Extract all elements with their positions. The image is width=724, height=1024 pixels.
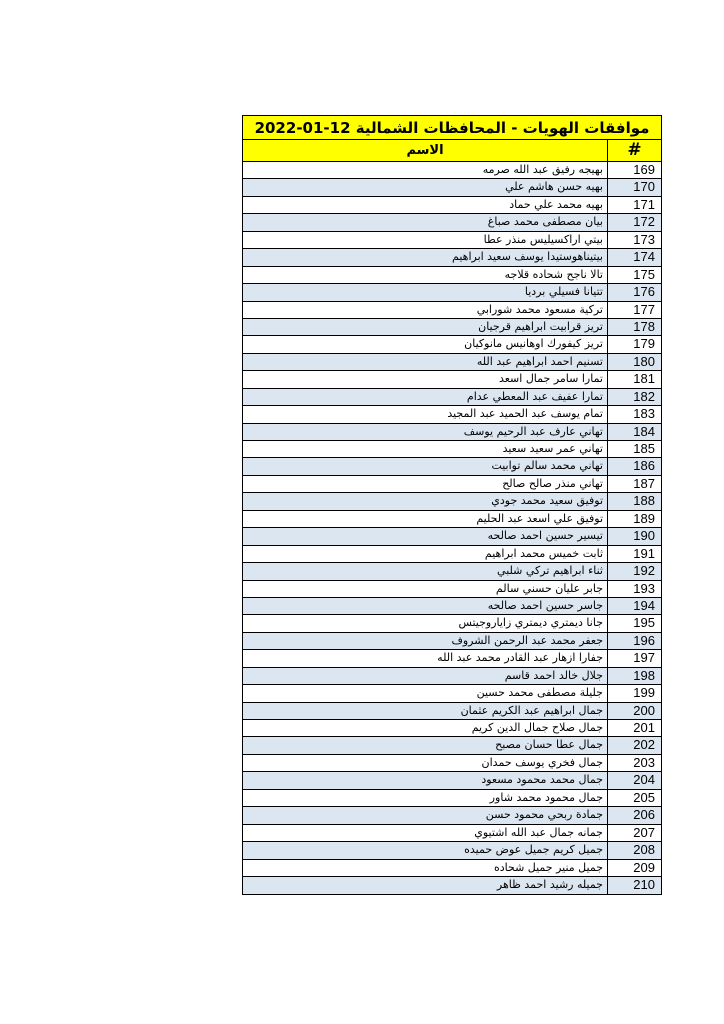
row-name-cell: تمام يوسف عبد الحميد عبد المجيد <box>243 406 608 422</box>
column-header-name: الاسم <box>243 140 608 161</box>
row-number-cell: 189 <box>633 510 655 526</box>
row-name-cell: جليلة مصطفى محمد حسين <box>243 685 608 701</box>
row-number-cell: 210 <box>633 876 655 892</box>
row-number-cell: 209 <box>633 859 655 875</box>
row-name-cell: تالا ناجح شحاده قلاجه <box>243 267 608 283</box>
table-row <box>243 703 661 720</box>
row-number-cell: 195 <box>633 615 655 631</box>
row-name-cell: توفيق علي اسعد عبد الحليم <box>243 511 608 527</box>
table-row <box>243 249 661 266</box>
row-number-cell: 208 <box>633 842 655 858</box>
table-row <box>243 232 661 249</box>
row-number-cell: 183 <box>633 406 655 422</box>
row-name-cell: تهاني منذر صالح صالح <box>243 476 608 492</box>
row-number-cell: 194 <box>633 597 655 613</box>
row-name-cell: جابر عليان حسني سالم <box>243 581 608 597</box>
row-name-cell: بهيه حسن هاشم علي <box>243 179 608 195</box>
row-number-cell: 177 <box>633 301 655 317</box>
table-row <box>243 354 661 371</box>
table-row <box>243 197 661 214</box>
row-name-cell: تيسير حسين احمد صالحه <box>243 528 608 544</box>
row-name-cell: جميله رشيد احمد ظاهر <box>243 877 608 894</box>
row-number-cell: 201 <box>633 720 655 735</box>
table-row <box>243 720 661 737</box>
row-name-cell: جلال خالد احمد قاسم <box>243 668 608 684</box>
spreadsheet-table <box>242 115 662 895</box>
row-number-cell: 193 <box>633 580 655 596</box>
sheet-title-row <box>243 116 661 140</box>
table-row <box>243 668 661 685</box>
table-row <box>243 563 661 580</box>
table-row <box>243 476 661 493</box>
row-number-cell: 202 <box>633 737 655 753</box>
row-number-cell: 186 <box>633 458 655 474</box>
table-row <box>243 511 661 528</box>
table-row <box>243 633 661 650</box>
row-name-cell: تمارا عفيف عبد المعطي عدام <box>243 389 608 405</box>
row-name-cell: تركية مسعود محمد شورابي <box>243 302 608 318</box>
table-row <box>243 371 661 388</box>
row-number-cell: 182 <box>633 388 655 404</box>
table-row <box>243 755 661 772</box>
row-name-cell: تهاني عمر سعيد سعيد <box>243 441 608 457</box>
row-name-cell: جمال محمد محمود مسعود <box>243 772 608 788</box>
sheet-title: موافقات الهويات - المحافظات الشمالية 12-01-2022 <box>254 118 650 137</box>
row-name-cell: تريز كيفورك اوهانيس مانوكيان <box>243 336 608 352</box>
row-name-cell: جانا ديمتري ديمتري زاياروجيتس <box>243 615 608 631</box>
table-row <box>243 615 661 632</box>
table-body <box>243 162 661 894</box>
row-number-cell: 181 <box>633 371 655 387</box>
table-row <box>243 877 661 894</box>
row-name-cell: تريز قرابيت ابراهيم قرجيان <box>243 319 608 335</box>
row-name-cell: تهاني عارف عبد الرحيم يوسف <box>243 424 608 440</box>
table-row <box>243 493 661 510</box>
row-name-cell: جميل منير جميل شحاده <box>243 860 608 876</box>
row-number-cell: 196 <box>633 632 655 648</box>
row-number-cell: 184 <box>633 423 655 439</box>
row-number-cell: 178 <box>633 318 655 334</box>
column-header-number: # <box>627 140 642 160</box>
row-number-cell: 175 <box>633 266 655 282</box>
row-number-cell: 171 <box>633 196 655 212</box>
row-name-cell: تسنيم احمد ابراهيم عبد الله <box>243 354 608 370</box>
row-number-cell: 200 <box>633 702 655 718</box>
row-number-cell: 176 <box>633 284 655 300</box>
row-name-cell: بيان مصطفى محمد صباغ <box>243 214 608 230</box>
row-number-cell: 172 <box>633 214 655 230</box>
row-name-cell: بيتي اراكسيليس منذر عطا <box>243 232 608 248</box>
row-name-cell: جعفر محمد عبد الرحمن الشروف <box>243 633 608 649</box>
row-name-cell: بيتيناهوستيدا يوسف سعيد ابراهيم <box>243 249 608 265</box>
row-name-cell: جمال محمود محمد شاور <box>243 790 608 806</box>
row-number-cell: 191 <box>633 545 655 561</box>
table-row <box>243 825 661 842</box>
column-header-row <box>243 140 661 162</box>
table-row <box>243 389 661 406</box>
table-row <box>243 162 661 179</box>
row-number-cell: 173 <box>633 231 655 247</box>
table-row <box>243 842 661 859</box>
row-name-cell: جاسر حسين احمد صالحه <box>243 598 608 614</box>
row-number-cell: 204 <box>633 772 655 788</box>
row-number-cell: 170 <box>633 179 655 195</box>
row-name-cell: جمال عطا حسان مصبح <box>243 737 608 753</box>
table-row <box>243 336 661 353</box>
row-number-cell: 180 <box>633 353 655 369</box>
table-row <box>243 528 661 545</box>
table-row <box>243 179 661 196</box>
row-number-cell: 203 <box>633 754 655 770</box>
table-row <box>243 284 661 301</box>
row-name-cell: جمال صلاح جمال الدين كريم <box>243 720 608 736</box>
table-row <box>243 772 661 789</box>
table-row <box>243 267 661 284</box>
row-name-cell: ثابت خميس محمد ابراهيم <box>243 546 608 562</box>
table-row <box>243 546 661 563</box>
table-row <box>243 860 661 877</box>
row-number-cell: 198 <box>633 667 655 683</box>
row-number-cell: 174 <box>633 249 655 265</box>
row-name-cell: بهيجه رفيق عبد الله صرمه <box>243 162 608 178</box>
table-row <box>243 458 661 475</box>
row-number-cell: 205 <box>633 789 655 805</box>
row-name-cell: ثناء ابراهيم تركي شلبي <box>243 563 608 579</box>
table-row <box>243 685 661 702</box>
row-name-cell: تمارا سامر جمال اسعد <box>243 371 608 387</box>
row-name-cell: جمانه جمال عبد الله اشتيوي <box>243 825 608 841</box>
row-number-cell: 197 <box>633 650 655 666</box>
table-row <box>243 807 661 824</box>
row-number-cell: 185 <box>633 441 655 456</box>
row-number-cell: 206 <box>633 807 655 823</box>
row-number-cell: 169 <box>633 162 655 177</box>
row-name-cell: جمادة ربحي محمود حسن <box>243 807 608 823</box>
table-row <box>243 737 661 754</box>
table-row <box>243 214 661 231</box>
row-number-cell: 192 <box>633 563 655 579</box>
table-row <box>243 598 661 615</box>
table-row <box>243 581 661 598</box>
table-row <box>243 650 661 667</box>
row-name-cell: توفيق سعيد محمد جودي <box>243 493 608 509</box>
table-row <box>243 319 661 336</box>
row-name-cell: جميل كريم جميل عوض حميده <box>243 842 608 858</box>
row-number-cell: 199 <box>633 685 655 701</box>
row-name-cell: بهيه محمد علي حماد <box>243 197 608 213</box>
row-number-cell: 207 <box>633 824 655 840</box>
row-number-cell: 190 <box>633 528 655 544</box>
table-row <box>243 302 661 319</box>
table-row <box>243 790 661 807</box>
row-name-cell: تهاني محمد سالم توابيت <box>243 458 608 474</box>
table-row <box>243 424 661 441</box>
row-number-cell: 187 <box>633 475 655 491</box>
table-row <box>243 441 661 458</box>
row-name-cell: تتيانا فسيلي برديا <box>243 284 608 300</box>
table-row <box>243 406 661 423</box>
row-number-cell: 188 <box>633 493 655 509</box>
row-number-cell: 179 <box>633 336 655 352</box>
row-name-cell: جمال فخري يوسف حمدان <box>243 755 608 771</box>
row-name-cell: جفارا ازهار عبد القادر محمد عبد الله <box>243 650 608 666</box>
row-name-cell: جمال ابراهيم عبد الكريم عثمان <box>243 703 608 719</box>
